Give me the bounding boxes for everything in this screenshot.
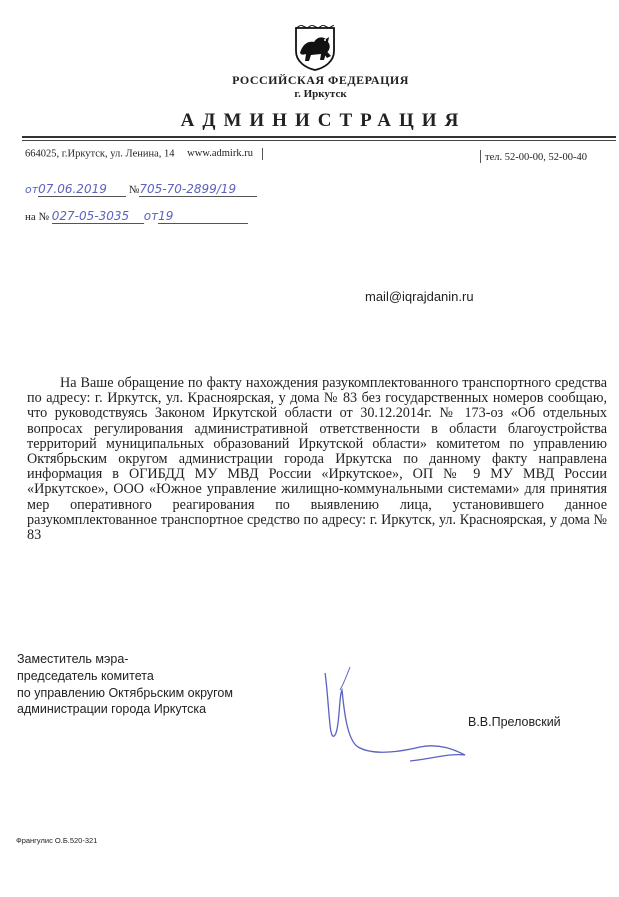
reply-from-label: от [143,209,159,223]
number-label: № [128,184,140,196]
header-divider-thick [22,136,616,138]
signatory-block [17,651,233,718]
phone-separator [480,150,481,163]
header-divider-thin [22,140,616,141]
irkutsk-coat-of-arms-icon [293,25,337,71]
reply-number: 027-05-3035 [52,209,144,224]
handwritten-signature [300,655,480,775]
city-heading: г. Иркутск [294,88,347,100]
recipient-email: mail@iqrajdanin.ru [365,289,474,304]
page-title: АДМИНИСТРАЦИЯ [180,110,467,131]
executor-note: Франгулис О.Б.520-321 [16,836,98,845]
signatory-line-4: администрации города Иркутска [17,702,207,717]
signatory-line-1: Заместитель мэра- [17,652,129,666]
letter-number: 705-70-2899/19 [139,182,257,197]
website-link[interactable]: www.admirk.ru [187,148,253,160]
address-separator [262,148,263,160]
body-paragraph: На Ваше обращение по факту нахождения разукомплектованного транспортного средства по адресу: г. Иркутск, ул. Красноярская, у дома № 83 без государственных номеров сообщаю, что руководствуясь Законом Иркутской области от 30.12.2014г. № 173-оз «Об отдельных вопросах регулирования административной ответственности в области благоустройства территорий муниципальных образований Иркутской области» комитетом по управлению Октябрьским округом администрации города Иркутска по данному факту направлена информация в ОГИБДД МУ МВД России «Иркутское», ОП № 9 МУ МВД России «Иркутское», ООО «Южное управление жилищно-коммунальными системами» для принятия мер оперативного реагирования по выявлению лица, установившего данное разукомплектованное транспортное средство по адресу: г. Иркутск, ул. Красноярская, у дома № 83 [27,375,607,544]
phone-numbers: тел. 52-00-00, 52-00-40 [485,152,587,163]
postal-address: 664025, г.Иркутск, ул. Ленина, 14 [25,148,175,160]
signatory-line-2: председатель комитета [17,668,154,683]
reply-label: на № [25,211,50,223]
address-line [25,148,263,160]
letter-date: 07.06.2019 [38,182,126,197]
letter-body [27,376,607,543]
reply-suffix: 19 [158,209,248,224]
outgoing-reference [25,182,257,197]
incoming-reference [25,209,248,224]
signatory-line-3: по управлению Октябрьским округом [17,685,233,700]
from-label: от [25,183,39,196]
country-heading: РОССИЙСКАЯ ФЕДЕРАЦИЯ [232,73,409,87]
signatory-name: В.В.Преловский [468,715,561,729]
